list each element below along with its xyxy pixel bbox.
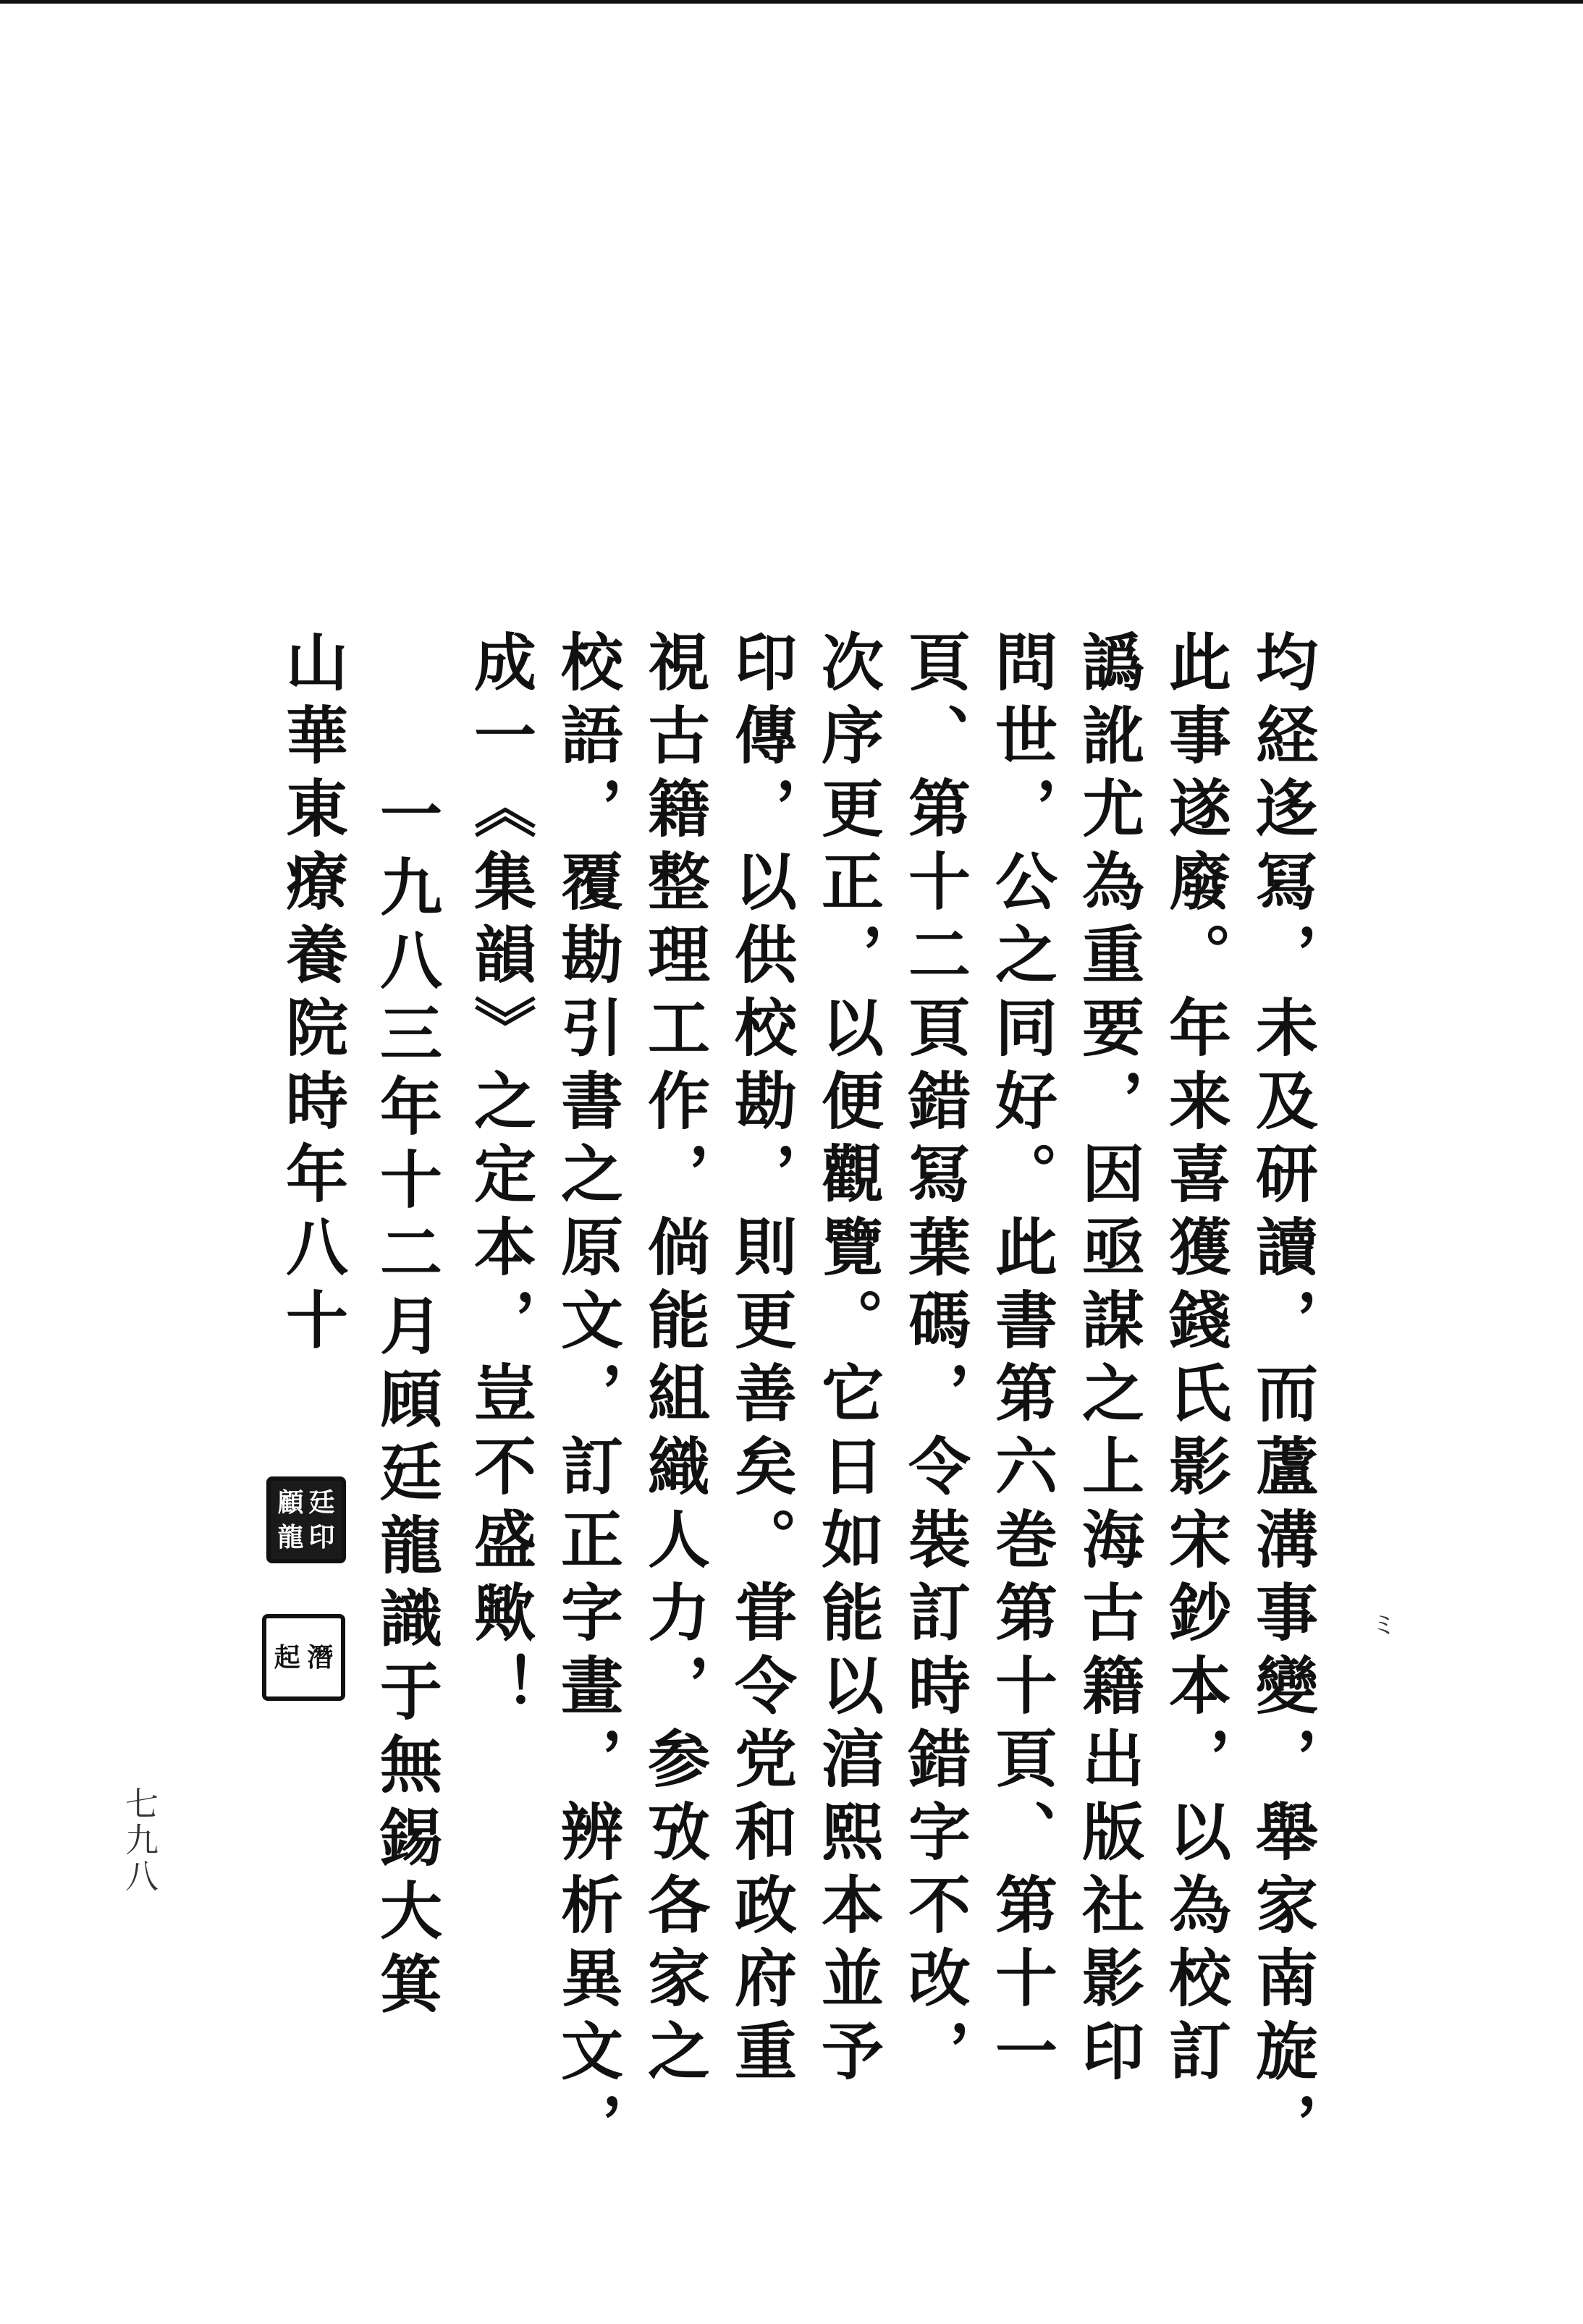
seal-stamp-name: 顧 廷 龍 印 — [266, 1476, 346, 1563]
top-border-rule — [0, 0, 1583, 4]
text-column-10: 成一《集韻》之定本，豈不盛歟！ — [463, 630, 536, 1726]
text-column-7: 印傳，以供校勘，則更善矣。甞令党和政府重 — [724, 630, 797, 2092]
seal-stamp-courtesy: 起 潛 — [262, 1614, 345, 1701]
text-column-5: 頁、第十二頁錯冩葉碼，令裝訂時錯字不改， — [898, 630, 971, 2092]
text-column-3: 譌訛尤為重要，因亟謀之上海古籍出版社影印 — [1071, 630, 1144, 2092]
text-column-2: 此事遂廢。年来喜獲錢氏影宋鈔本，以為校訂 — [1158, 630, 1231, 2092]
signature-column-continued: 山華東療養院時年八十 — [275, 630, 348, 1361]
marginal-mark: ミ — [1372, 1611, 1396, 1640]
text-column-8: 視古籍整理工作，倘能組織人力，参攷各家之 — [637, 630, 710, 2092]
signature-column: 一九八三年十二月頋廷龍識于無錫大箕 — [369, 782, 442, 2024]
text-column-4: 問世，公之同好。此書第六巻第十頁、第十一 — [984, 630, 1058, 2092]
text-column-1: 均経迻冩，未及研讀，而蘆溝事變，舉家南旋， — [1245, 630, 1318, 2165]
text-column-6: 次序更正，以便觀覽。它日如能以湻熙本並予 — [811, 630, 884, 2092]
text-column-9: 校語，覆勘引書之原文，訂正字畫，辨析異文， — [550, 630, 623, 2165]
page-number: 七九八 — [120, 1786, 159, 1895]
